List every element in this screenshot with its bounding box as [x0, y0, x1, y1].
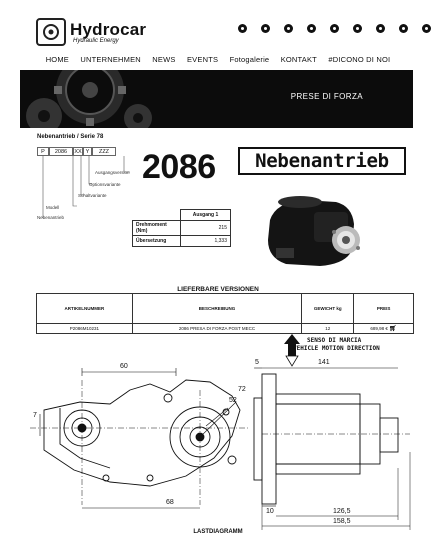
nav-item-dicono-di-noi[interactable]: #DICONO DI NOI: [328, 55, 391, 64]
direction-label: VEHICLE MOTION DIRECTION: [293, 345, 380, 352]
code-label: Ausgangsversion: [95, 170, 130, 175]
nav-item-kontakt[interactable]: KONTAKT: [280, 55, 317, 64]
dimension-label: 60: [120, 363, 128, 370]
spec-label: Übersetzung: [133, 236, 181, 247]
code-label: Nebenantrieb: [37, 215, 65, 220]
column-header: PREIS: [354, 294, 414, 324]
brand-tagline: Hydraulic Energy: [73, 38, 119, 44]
dimension-label: 5: [255, 359, 259, 366]
banner-title: PRESE DI FORZA: [290, 92, 363, 101]
drawing-caption: LASTDIAGRAMM: [193, 529, 243, 535]
spec-value: 215: [181, 221, 231, 236]
column-header: BESCHREIBUNG: [132, 294, 301, 324]
breadcrumb: Nebenantrieb / Serie 78: [37, 134, 104, 140]
specs-header: Ausgang 1: [181, 210, 231, 221]
dimension-label: 52: [229, 397, 237, 404]
code-cell: XX: [74, 148, 82, 155]
product-number: 2086: [142, 148, 216, 186]
dimension-label: 126,5: [333, 508, 351, 515]
table-cell: 12: [302, 324, 354, 334]
code-cell: P: [37, 147, 49, 156]
code-cell: ZZZ: [92, 147, 116, 156]
code-label: Optionsvariante: [89, 182, 121, 187]
column-header: ARTIKELNUMMER: [37, 294, 133, 324]
dimension-label: 158,5: [333, 518, 351, 525]
nav-item-fotogalerie[interactable]: Fotogalerie: [229, 55, 270, 64]
nav-item-home[interactable]: HOME: [45, 55, 69, 64]
dimension-label: 7: [33, 412, 37, 419]
dimension-label: 72: [238, 386, 246, 393]
column-header: GEWICHT kg: [302, 294, 354, 324]
spec-label: Drehmoment (Nm): [133, 221, 181, 236]
product-title: Nebenantrieb: [238, 147, 406, 175]
nav-item-unternehmen[interactable]: UNTERNEHMEN: [80, 55, 141, 64]
price: 689,98 €: [370, 326, 388, 331]
spec-value: 1,333: [181, 236, 231, 247]
code-label: Modell: [46, 205, 60, 210]
table-cell: 2086 PRESA DI FORZA POST MECC: [132, 324, 301, 334]
direction-label: SENSO DI MARCIA: [307, 337, 362, 344]
code-cell: Y: [83, 147, 92, 156]
code-label: Schaltvariante: [78, 193, 107, 198]
dimension-label: 141: [318, 359, 330, 366]
nav-item-news[interactable]: NEWS: [152, 55, 176, 64]
code-cell: 2086: [49, 147, 73, 156]
nav-item-events[interactable]: EVENTS: [186, 55, 219, 64]
dimension-label: 68: [166, 499, 174, 506]
brand-name[interactable]: Hydrocar: [70, 20, 147, 39]
table-cell: P2086M10231: [37, 324, 133, 334]
versions-title: LIEFERBARE VERSIONEN: [177, 286, 259, 293]
cart-icon[interactable]: 🛒︎: [389, 326, 397, 332]
dimension-label: 10: [266, 508, 274, 515]
